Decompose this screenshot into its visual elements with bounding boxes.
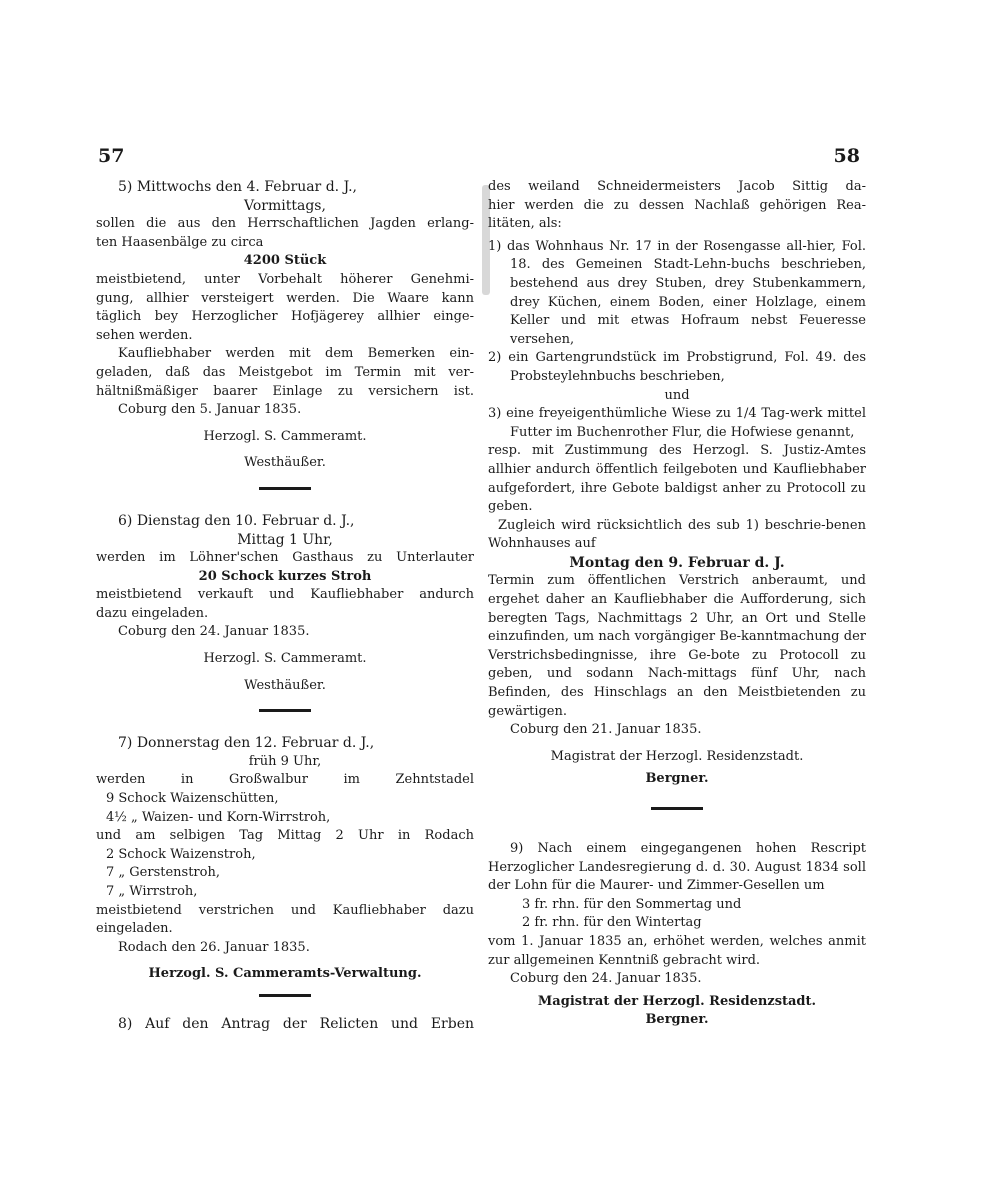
left-column xyxy=(96,178,474,1034)
notice-7-time: früh 9 Uhr, xyxy=(248,753,322,769)
notice-7-text: eingeladen. xyxy=(96,921,173,937)
notice-8-text: hier werden die zu dessen Nachlaß gehörigen Rea- xyxy=(488,197,866,213)
notice-8-und: und xyxy=(664,387,690,403)
notice-6-signature: Westhäußer. xyxy=(244,677,326,693)
page-number-left: 57 xyxy=(98,145,125,167)
notice-8-date-heading: Montag den 9. Februar d. J. xyxy=(569,554,785,571)
notice-5-text: Kaufliebhaber werden mit dem Bemerken ein- xyxy=(118,346,474,362)
notice-6-text: dazu eingeladen. xyxy=(96,605,209,621)
notice-8-text: Termin zum öffentlichen Verstrich anberaumt, und ergehet daher an Kaufliebhaber die Aufforderung, sich beregten Tags, Nachmittags 2 Uhr, an Ort und Stelle einzufinden, um nach vorgängiger Be-kanntmachung der Verstrichsbedingnisse, ihre Ge-bote zu Protocoll zu geben, und sodann Nach-mittags fünf Uhr, nach Befinden, des Hinschlags an den Meistbietenden zu gewärtigen. xyxy=(488,573,866,719)
notice-8-item-2: 2) ein Gartengrundstück im Probstigrund, Fol. 49. des Probsteylehnbuchs beschrieben, xyxy=(488,350,866,384)
notice-8-text: resp. mit Zustimmung des Herzogl. S. Justiz-Amtes allhier andurch öffentlich feilgeboten und Kaufliebhaber aufgefordert, ihre Gebote baldigst anher zu Protocoll zu geben. xyxy=(488,443,866,515)
notice-5-text: meistbietend, unter Vorbehalt höherer Genehmi- xyxy=(96,271,474,287)
notice-9-office: Magistrat der Herzogl. Residenzstadt. xyxy=(537,993,817,1009)
notice-5-date: Coburg den 5. Januar 1835. xyxy=(118,402,302,418)
notice-5-text: gung, allhier versteigert werden. Die Waare kann xyxy=(96,290,474,306)
notice-6-office: Herzogl. S. Cammeramt. xyxy=(203,651,367,667)
notice-5-text: sollen die aus den Herrschaftlichen Jagden erlang- xyxy=(96,216,474,232)
notice-6-time: Mittag 1 Uhr, xyxy=(237,531,333,548)
notice-5-text: geladen, daß das Meistgebot im Termin mit ver- xyxy=(96,364,474,380)
section-divider xyxy=(259,709,311,712)
notice-5-text: ten Haasenbälge zu circa xyxy=(96,234,264,250)
page-number-right: 58 xyxy=(833,145,860,167)
notice-7-item: 9 Schock Waizenschütten, xyxy=(106,791,279,807)
notice-7-text: und am selbigen Tag Mittag 2 Uhr in Rodach xyxy=(96,828,474,844)
notice-6-text: werden im Löhner'schen Gasthaus zu Unterlauter xyxy=(96,550,474,566)
notice-8-item-1: 1) das Wohnhaus Nr. 17 in der Rosengasse all-hier, Fol. 18. des Gemeinen Stadt-Lehn-buchs beschrieben, bestehend aus drey Stuben, drey Stubenkammern, drey Küchen, einem Boden, einer Holzlage, einem Keller und mit etwas Hofraum nebst Feueresse versehen, xyxy=(488,238,866,347)
notice-8-signature: Bergner. xyxy=(645,771,709,787)
notice-5-signature: Westhäußer. xyxy=(244,455,326,471)
notice-7-heading: 7) Donnerstag den 12. Februar d. J., xyxy=(118,735,375,752)
notice-7-item: 2 Schock Waizenstroh, xyxy=(106,846,256,862)
notice-8-item-3: 3) eine freyeigenthümliche Wiese zu 1/4 Tag-werk mittel Futter im Buchenrother Flur, die Hofwiese genannt, xyxy=(488,406,866,440)
right-column xyxy=(488,178,866,1030)
notice-7-item: 7 „ Wirrstroh, xyxy=(106,884,198,899)
notice-8-text: des weiland Schneidermeisters Jacob Sittig da- xyxy=(488,179,866,194)
notice-9-rate: 3 fr. rhn. für den Sommertag und xyxy=(522,896,742,912)
notice-5-text: täglich bey Herzoglicher Hofjägerey allhier einge- xyxy=(96,309,474,325)
notice-7-text: meistbietend verstrichen und Kaufliebhaber dazu xyxy=(96,902,474,918)
notice-9-date: Coburg den 24. Januar 1835. xyxy=(510,971,702,987)
notice-9-text: 9) Nach einem eingegangenen hohen Rescript Herzoglicher Landesregierung d. d. 30. August 1834 soll der Lohn für die Maurer- und Zimmer-Gesellen um xyxy=(488,841,866,894)
notice-5-text: sehen werden. xyxy=(96,327,193,343)
notice-8-heading: 8) Auf den Antrag der Relicten und Erben xyxy=(118,1015,474,1032)
notice-5-office: Herzogl. S. Cammeramt. xyxy=(203,428,367,444)
notice-9-rate: 2 fr. rhn. für den Wintertag xyxy=(522,915,702,931)
notice-6-text: meistbietend verkauft und Kaufliebhaber andurch xyxy=(96,587,474,603)
notice-8-text: litäten, als: xyxy=(488,216,562,232)
notice-6-heading: 6) Dienstag den 10. Februar d. J., xyxy=(118,512,355,529)
notice-8-text: Zugleich wird rücksichtlich des sub 1) beschrie-benen Wohnhauses auf xyxy=(488,517,866,552)
notice-7-item: 7 „ Gerstenstroh, xyxy=(106,865,220,881)
notice-6-quantity: 20 Schock kurzes Stroh xyxy=(198,568,372,584)
section-divider xyxy=(651,807,703,810)
notice-6-date: Coburg den 24. Januar 1835. xyxy=(118,624,310,640)
notice-5-heading: 5) Mittwochs den 4. Februar d. J., xyxy=(118,179,357,195)
notice-7-item: 4½ „ Waizen- und Korn-Wirrstroh, xyxy=(106,809,331,825)
notice-7-text: werden in Großwalbur im Zehntstadel xyxy=(96,772,474,788)
notice-8-office: Magistrat der Herzogl. Residenzstadt. xyxy=(550,748,804,764)
section-divider xyxy=(259,994,311,997)
notice-9-signature: Bergner. xyxy=(645,1012,709,1028)
section-divider xyxy=(259,487,311,490)
notice-7-office: Herzogl. S. Cammeramts-Verwaltung. xyxy=(148,966,422,982)
notice-5-quantity: 4200 Stück xyxy=(243,253,327,269)
notice-8-date: Coburg den 21. Januar 1835. xyxy=(510,722,702,738)
notice-9-text: vom 1. Januar 1835 an, erhöhet werden, welches anmit zur allgemeinen Kenntniß gebracht wird. xyxy=(488,933,866,968)
notice-7-date: Rodach den 26. Januar 1835. xyxy=(118,939,310,955)
notice-5-text: hältnißmäßiger baarer Einlage zu versichern ist. xyxy=(96,383,474,399)
notice-5-time: Vormittags, xyxy=(244,197,326,214)
